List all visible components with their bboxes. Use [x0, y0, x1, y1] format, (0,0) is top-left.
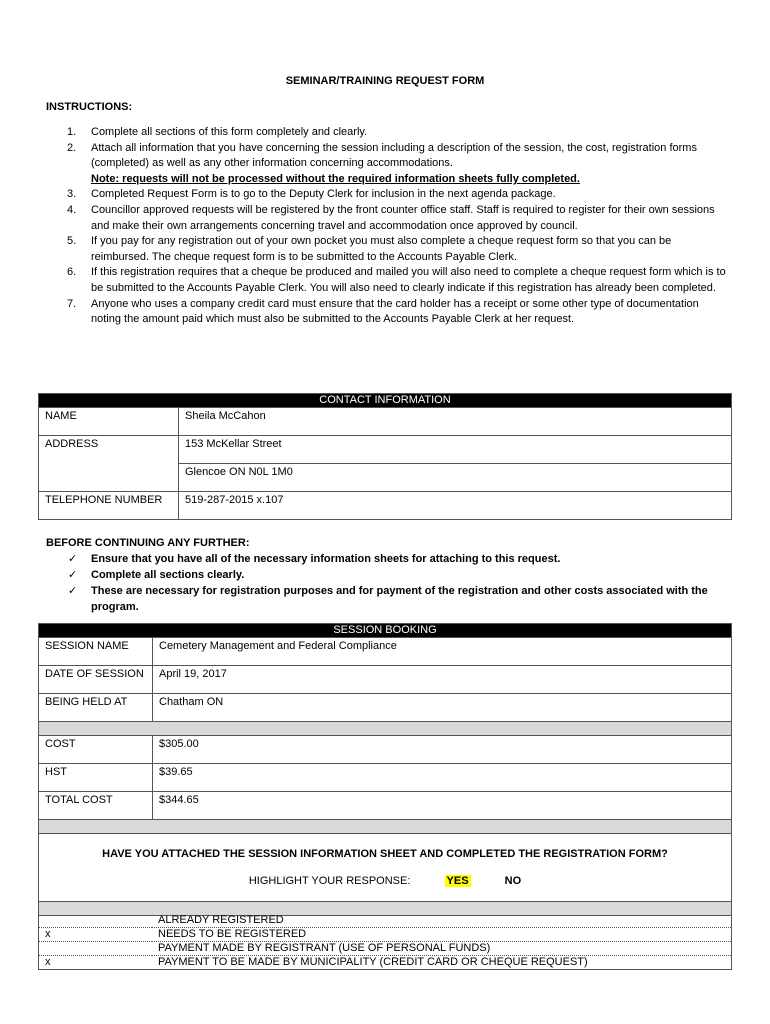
total-cost-field[interactable]: $344.65	[153, 792, 732, 820]
status-mark-cell[interactable]: x	[39, 928, 153, 942]
instruction-item: 1. Complete all sections of this form completely and clearly.	[67, 126, 368, 138]
session-name-label: SESSION NAME	[39, 638, 153, 666]
checkmark-icon: ✓	[68, 569, 78, 581]
status-mark-cell[interactable]	[39, 942, 153, 956]
status-mark-cell[interactable]	[39, 914, 153, 928]
name-field[interactable]: Sheila McCahon	[179, 408, 732, 436]
hst-label: HST	[39, 764, 153, 792]
checkmark-icon: ✓	[68, 553, 78, 565]
response-yes[interactable]: YES	[446, 875, 469, 887]
session-header: SESSION BOOKING	[39, 624, 732, 638]
highlight-label: HIGHLIGHT YOUR RESPONSE:	[248, 875, 411, 887]
cost-field[interactable]: $305.00	[153, 736, 732, 764]
instructions-heading: INSTRUCTIONS:	[46, 101, 133, 113]
instruction-item: 2. Attach all information that you have concerning the session including a description of the session, the cost, registration forms (completed) as well as any other information concerning accommodations. Note: requests will not be processed without the required information sheets fully completed.	[67, 141, 697, 185]
telephone-label: TELEPHONE NUMBER	[39, 492, 179, 520]
status-label: PAYMENT TO BE MADE BY MUNICIPALITY (CREDIT CARD OR CHEQUE REQUEST)	[152, 956, 732, 970]
session-date-field[interactable]: April 19, 2017	[153, 666, 732, 694]
status-label: ALREADY REGISTERED	[152, 914, 732, 928]
checklist-item: ✓ Ensure that you have all of the necessary information sheets for attaching to this request.	[68, 553, 561, 565]
contact-header: CONTACT INFORMATION	[39, 394, 732, 408]
status-label: NEEDS TO BE REGISTERED	[152, 928, 732, 942]
separator-row	[39, 722, 732, 736]
registration-status-table	[38, 914, 732, 970]
session-name-field[interactable]: Cemetery Management and Federal Compliance	[153, 638, 732, 666]
name-label: NAME	[39, 408, 179, 436]
separator-row	[39, 820, 732, 834]
instruction-note: Note: requests will not be processed without the required information sheets fully completed.	[91, 172, 580, 185]
attachment-question: HAVE YOU ATTACHED THE SESSION INFORMATION SHEET AND COMPLETED THE REGISTRATION FORM?	[102, 848, 668, 860]
instructions-list	[46, 125, 726, 328]
address-line2-field[interactable]: Glencoe ON N0L 1M0	[179, 464, 732, 492]
status-label: PAYMENT MADE BY REGISTRANT (USE OF PERSONAL FUNDS)	[152, 942, 732, 956]
held-at-label: BEING HELD AT	[39, 694, 153, 722]
session-date-label: DATE OF SESSION	[39, 666, 153, 694]
before-heading: BEFORE CONTINUING ANY FURTHER:	[46, 537, 250, 549]
instruction-item: 6. If this registration requires that a cheque be produced and mailed you will also need to complete a cheque request form which is to be submitted to the Accounts Payable Clerk. You will also need to clearly indicate if this registration has already been completed.	[67, 266, 726, 294]
address-line1-field[interactable]: 153 McKellar Street	[179, 436, 732, 464]
checklist-item: ✓ Complete all sections clearly.	[68, 569, 245, 581]
form-title: SEMINAR/TRAINING REQUEST FORM	[285, 75, 485, 87]
cost-label: COST	[39, 736, 153, 764]
response-row	[45, 875, 725, 887]
total-cost-label: TOTAL COST	[39, 792, 153, 820]
address-label: ADDRESS	[39, 436, 179, 492]
held-at-field[interactable]: Chatham ON	[153, 694, 732, 722]
status-mark-cell[interactable]: x	[39, 956, 153, 970]
instruction-item: 5. If you pay for any registration out of your own pocket you must also complete a cheque request form so that you can be reimbursed. The cheque request form is to be submitted to the Accounts Payable Clerk.	[67, 235, 672, 263]
hst-field[interactable]: $39.65	[153, 764, 732, 792]
attachment-question-cell	[39, 834, 732, 902]
session-booking-table	[38, 623, 732, 916]
instruction-item: 3. Completed Request Form is to go to the Deputy Clerk for inclusion in the next agenda package.	[67, 188, 556, 201]
contact-information-table	[38, 393, 732, 520]
instruction-item: 7. Anyone who uses a company credit card must ensure that the card holder has a receipt or some other type of documentation noting the amount paid which must also be submitted to the Accounts Payable Clerk at her request.	[67, 297, 699, 326]
telephone-field[interactable]: 519-287-2015 x.107	[179, 492, 732, 520]
checklist-item: ✓ These are necessary for registration purposes and for payment of the registration and other costs associated with the program.	[68, 585, 708, 613]
response-no[interactable]: NO	[504, 875, 522, 887]
before-continuing-section	[46, 535, 731, 615]
checkmark-icon: ✓	[68, 585, 78, 597]
instruction-item: 4. Councillor approved requests will be registered by the front counter office staff. Staff is required to register for their own sessions and make their own arrangements concerning travel and accommodation once approved by council.	[67, 203, 715, 232]
